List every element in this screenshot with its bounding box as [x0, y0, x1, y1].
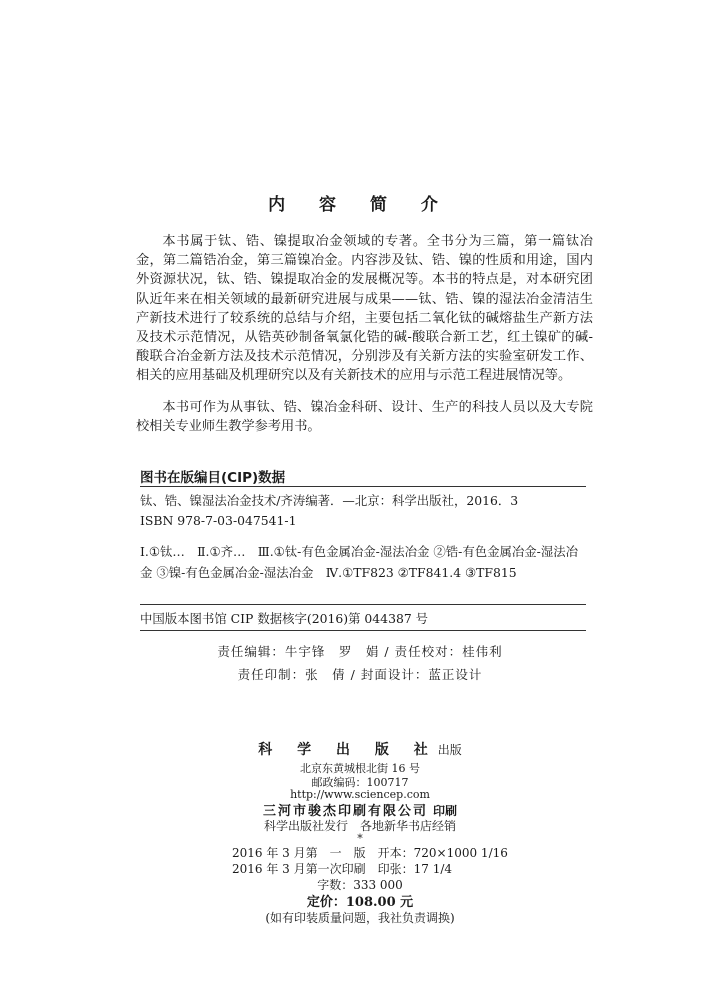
printer-name: 三河市骏杰印刷有限公司	[262, 804, 428, 819]
editor-credits: 责任编辑：牛宇锋 罗 娟 / 责任校对：桂伟利	[217, 644, 503, 659]
printer-suffix: 印刷	[433, 804, 458, 818]
summary-paragraph-2: 本书可作为从事钛、锆、镍冶金科研、设计、生产的科技人员以及大专院校相关专业师生教学参考用书。	[136, 400, 593, 435]
cip-isbn: ISBN 978-7-03-047541-1	[140, 513, 297, 528]
publisher-postcode: 邮政编码：100717	[311, 776, 409, 789]
cip-middle-rule	[140, 604, 586, 605]
publisher-suffix: 出版	[437, 743, 462, 757]
page-heading: 内 容 简 介	[268, 195, 452, 215]
cip-verification: 中国版本图书馆 CIP 数据核字(2016)第 044387 号	[140, 611, 429, 626]
separator-star: *	[357, 832, 363, 845]
cip-title: 图书在版编目(CIP)数据	[140, 470, 286, 486]
cip-classification: Ⅰ.①钛… Ⅱ.①齐… Ⅲ.①钛-有色金属冶金-湿法冶金 ②锆-有色金属冶金-湿法冶金 ③镍-有色金属冶金-湿法冶金 Ⅳ.①TF823 ②TF841.4 ③TF815	[140, 544, 579, 580]
cip-top-rule	[140, 486, 586, 487]
edition-line: 2016 年 3 月第 一 版 开本：720×1000 1/16	[232, 846, 508, 860]
word-count: 字数：333 000	[317, 878, 403, 892]
publisher-website: http://www.sciencep.com	[290, 788, 430, 801]
price: 定价：108.00 元	[306, 895, 414, 910]
summary-paragraph-1: 本书属于钛、锆、镍提取冶金领域的专著。全书分为三篇，第一篇钛冶金，第二篇锆冶金，第三篇镍冶金。内容涉及钛、锆、镍的性质和用途，国内外资源状况，钛、锆、镍提取冶金的发展概况等。本书的特点是，对本研究团队近年来在相关领域的最新研究进展与成果——钛、锆、镍的湿法冶金清洁生产新技术进行了较系统的总结与介绍，主要包括二氧化钛的碱熔盐生产新方法及技术示范情况，从锆英砂制备氧氯化锆的碱-酸联合新工艺，红土镍矿的碱-酸联合冶金新方法及技术示范情况，分别涉及有关新方法的实验室研发工作、相关的应用基础及机理研究以及有关新技术的应用与示范工程进展情况等。	[136, 234, 593, 384]
quality-note: (如有印装质量问题，我社负责调换)	[265, 911, 455, 925]
distribution-note: 科学出版社发行 各地新华书店经销	[263, 819, 456, 833]
publisher-name: 科 学 出 版 社	[258, 742, 438, 758]
printing-line: 2016 年 3 月第一次印刷 印张：17 1/4	[232, 862, 453, 876]
publisher-address: 北京东黄城根北街 16 号	[300, 762, 420, 775]
publisher-line	[0, 739, 720, 759]
cip-bottom-rule	[140, 630, 586, 631]
production-credits: 责任印制：张 倩 / 封面设计：蓝正设计	[237, 667, 483, 682]
cip-book-title: 钛、锆、镍湿法冶金技术/齐涛编著．—北京：科学出版社，2016．3	[140, 493, 519, 508]
